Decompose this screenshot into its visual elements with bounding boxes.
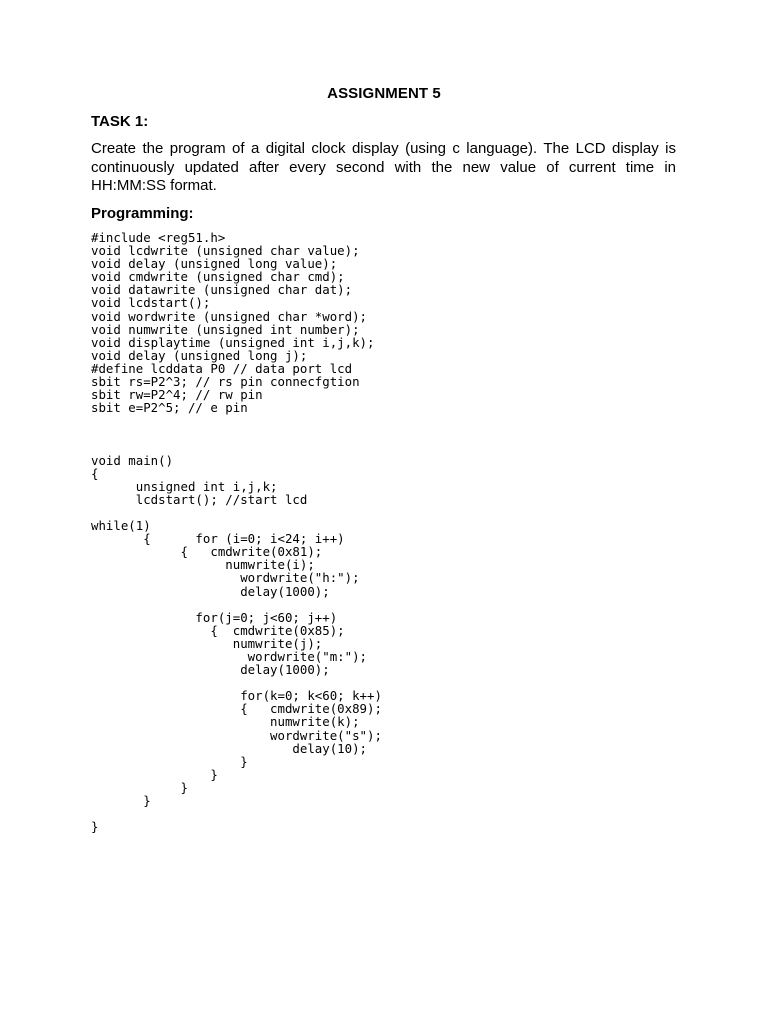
code-line: for(k=0; k<60; k++) xyxy=(91,688,382,704)
code-line: wordwrite("s"); xyxy=(91,727,382,743)
code-line: unsigned int i,j,k; xyxy=(91,478,278,494)
code-line: } xyxy=(91,779,188,795)
code-line: } xyxy=(91,753,248,769)
code-line: sbit rs=P2^3; // rs pin connecfgtion xyxy=(91,374,360,390)
code-line: for(j=0; j<60; j++) xyxy=(91,609,338,625)
code-line: void displaytime (unsigned int i,j,k); xyxy=(91,334,375,350)
code-line: void delay (unsigned long j); xyxy=(91,347,308,363)
code-line: } xyxy=(91,793,151,809)
code-line: sbit rw=P2^4; // rw pin xyxy=(91,387,263,403)
code-line: #include <reg51.h> xyxy=(91,230,226,245)
code-line: } xyxy=(91,819,99,835)
code-line: void lcdwrite (unsigned char value); xyxy=(91,243,360,259)
code-line: void lcdstart(); xyxy=(91,295,211,311)
code-line: numwrite(j); xyxy=(91,635,323,651)
code-line: sbit e=P2^5; // e pin xyxy=(91,400,248,416)
programming-heading: Programming: xyxy=(91,205,194,222)
code-line: { cmdwrite(0x89); xyxy=(91,701,382,717)
task-description: Create the program of a digital clock display (using c language). The LCD display is continuously updated after every second with the new value of current time in HH:MM:SS format. xyxy=(91,140,676,194)
code-line: numwrite(i); xyxy=(91,557,315,573)
code-line: #define lcddata P0 // data port lcd xyxy=(91,360,353,376)
code-line: wordwrite("h:"); xyxy=(91,570,360,586)
code-line: void datawrite (unsigned char dat); xyxy=(91,282,353,298)
code-line: { cmdwrite(0x81); xyxy=(91,544,323,560)
code-line: wordwrite("m:"); xyxy=(91,649,368,664)
document-title: ASSIGNMENT 5 xyxy=(327,85,441,102)
code-line: void wordwrite (unsigned char *word); xyxy=(91,308,368,324)
code-line: lcdstart(); //start lcd xyxy=(91,491,308,507)
task-heading: TASK 1: xyxy=(91,113,149,130)
code-line: void numwrite (unsigned int number); xyxy=(91,321,360,337)
code-line: void cmdwrite (unsigned char cmd); xyxy=(91,269,345,285)
code-line: delay(1000); xyxy=(91,583,330,599)
code-line: { cmdwrite(0x85); xyxy=(91,622,345,638)
code-line: delay(1000); xyxy=(91,662,330,678)
code-line: while(1) xyxy=(91,518,151,534)
code-line: void main() xyxy=(91,452,174,468)
code-line: void delay (unsigned long value); xyxy=(91,256,338,272)
code-line: { for (i=0; i<24; i++) xyxy=(91,531,345,547)
code-line: } xyxy=(91,766,218,782)
code-line: { xyxy=(91,465,99,481)
code-line: delay(10); xyxy=(91,740,368,756)
code-listing xyxy=(91,231,382,833)
code-line: numwrite(k); xyxy=(91,714,360,730)
